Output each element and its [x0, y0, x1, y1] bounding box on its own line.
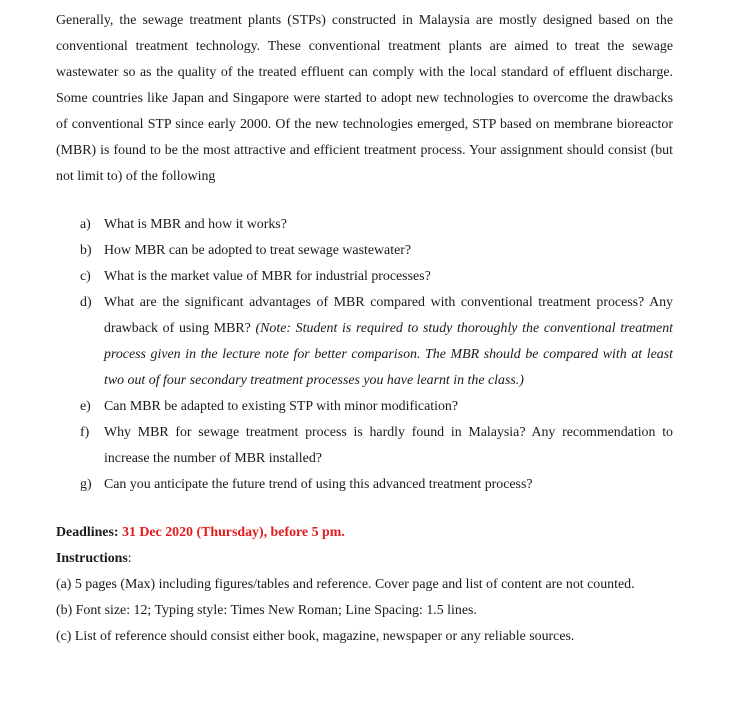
question-item [56, 420, 673, 472]
instruction-item: (b) Font size: 12; Typing style: Times New Roman; Line Spacing: 1.5 lines. [56, 603, 477, 618]
instructions-heading-colon: : [127, 551, 132, 566]
question-marker: b) [80, 243, 92, 258]
question-text: Can MBR be adapted to existing STP with minor modification? [104, 399, 459, 414]
question-marker: e) [80, 399, 91, 414]
question-item [56, 238, 673, 264]
question-text: What are the significant advantages of MBR compared with conventional treatment process? Any drawback of using MBR? [104, 295, 673, 336]
intro-paragraph: Generally, the sewage treatment plants (STPs) constructed in Malaysia are mostly designed based on the conventional treatment technology. These conventional treatment plants are aimed to treat the sewage wastewater so as the quality of the treated effluent can comply with the local standard of effluent discharge. Some countries like Japan and Singapore were started to adopt new technologies to overcome the drawbacks of conventional STP since early 2000. Of the new technologies emerged, STP based on membrane bioreactor (MBR) is found to be the most attractive and efficient treatment process. Your assignment should consist (but not limit to) of the following [56, 13, 673, 184]
instruction-item: (a) 5 pages (Max) including figures/tables and reference. Cover page and list of content are not counted. [56, 577, 635, 592]
question-list [56, 212, 673, 498]
question-text: Can you anticipate the future trend of using this advanced treatment process? [104, 477, 533, 492]
question-note: (Note: Student is required to study thoroughly the conventional treatment process given in the lecture note for better comparison. The MBR should be compared with at least two out of four secondary treatment processes you have learnt in the class.) [104, 321, 673, 388]
question-item [56, 264, 673, 290]
deadline-label: Deadlines [56, 525, 114, 540]
question-item [56, 290, 673, 394]
question-item [56, 394, 673, 420]
instructions-heading-text: Instructions [56, 551, 128, 566]
question-marker: d) [80, 295, 92, 310]
deadline-line [56, 520, 673, 546]
question-marker: c) [80, 269, 91, 284]
question-text: How MBR can be adopted to treat sewage wastewater? [104, 243, 412, 258]
question-text: Why MBR for sewage treatment process is hardly found in Malaysia? Any recommendation to increase the number of MBR installed? [104, 425, 673, 466]
deadline-date: 31 Dec 2020 (Thursday), before 5 pm. [122, 525, 345, 540]
question-text: What is MBR and how it works? [104, 217, 287, 232]
question-text: What is the market value of MBR for industrial processes? [104, 269, 431, 284]
question-marker: g) [80, 477, 92, 492]
question-item [56, 212, 673, 238]
assignment-document [56, 8, 673, 650]
question-marker: f) [80, 425, 90, 440]
question-item [56, 472, 673, 498]
question-marker: a) [80, 217, 91, 232]
instruction-item: (c) List of reference should consist either book, magazine, newspaper or any reliable sources. [56, 629, 575, 644]
instructions-heading [56, 546, 673, 572]
deadline-separator: : [113, 525, 122, 540]
